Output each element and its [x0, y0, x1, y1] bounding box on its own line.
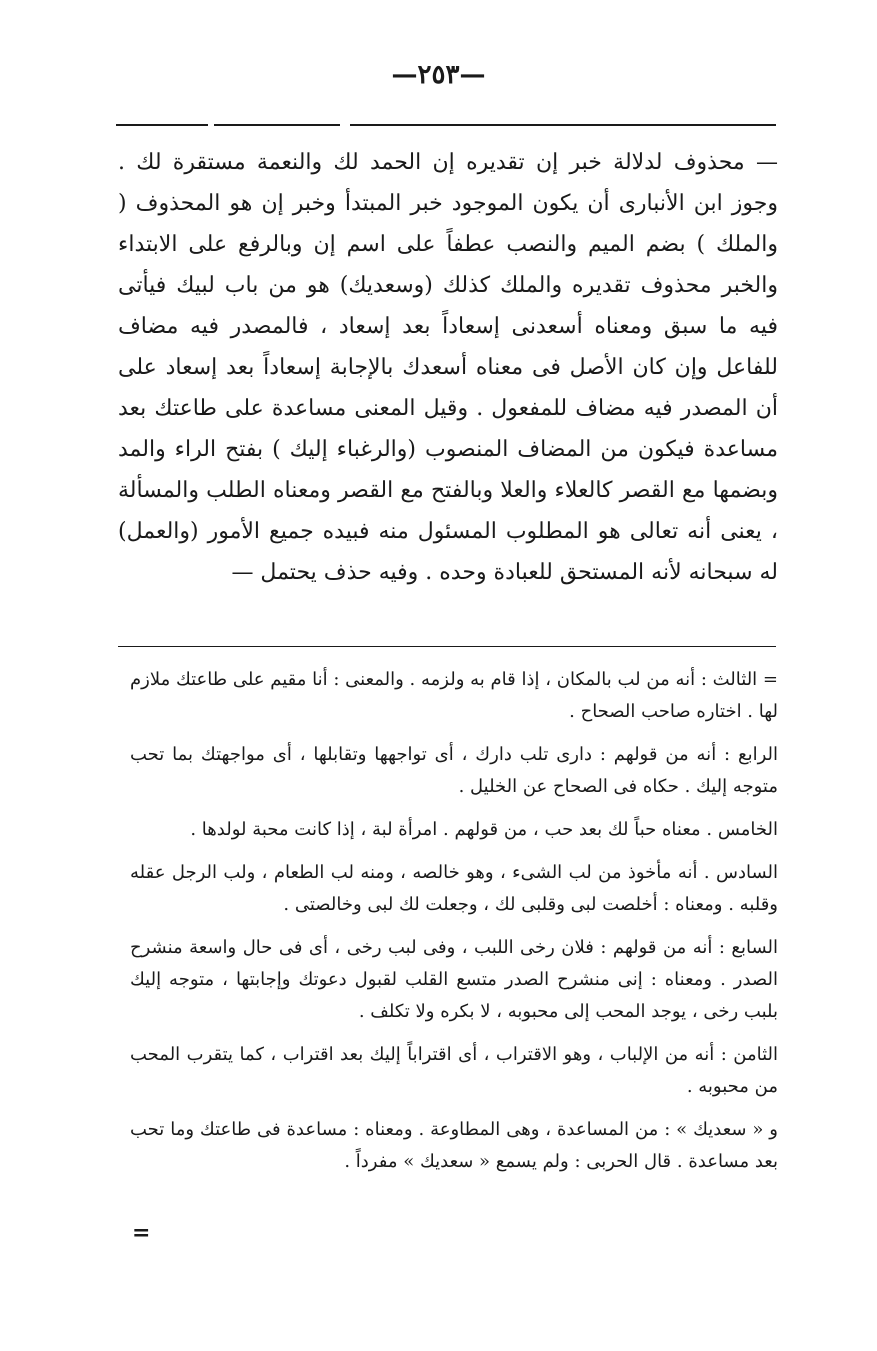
page-number: —٢٥٣— — [391, 60, 486, 90]
footnote-saadayk: و « سعديك » : من المساعدة ، وهى المطاوعة . ومعناه : مساعدة فى طاعتك وما تحب بعد مساعدة . قال الحربى : ولم يسمع « سعديك » مفرداً . — [130, 1119, 778, 1172]
footnote-divider — [118, 646, 776, 647]
main-commentary — [118, 142, 778, 593]
header-rule — [214, 124, 340, 126]
footnote-eighth: الثامن : أنه من الإلباب ، وهو الاقتراب ، أى اقتراباً إليك بعد اقتراب ، كما يتقرب المحب من محبوبه . — [130, 1044, 778, 1097]
footnote-fourth: الرابع : أنه من قولهم : دارى تلب دارك ، أى تواجهها وتقابلها ، أى مواجهتك بما تحب متوجه إليك . حكاه فى الصحاح عن الخليل . — [130, 744, 778, 797]
main-paragraph: — محذوف لدلالة خبر إن تقديره إن الحمد لك والنعمة مستقرة لك . وجوز ابن الأنبارى أن يكون الموجود خبر المبتدأ وخبر إن هو المحذوف ( والملك ) بضم الميم والنصب عطفاً على اسم إن وبالرفع على الابتداء والخبر محذوف تقديره والملك كذلك (وسعديك) هو من باب لبيك فيأتى فيه ما سبق ومعناه أسعدنى إسعاداً بعد إسعاد ، فالمصدر فيه مضاف للفاعل وإن كان الأصل فى معناه أسعدك بالإجابة إسعاداً بعد إسعاد على أن المصدر فيه مضاف للمفعول . وقيل المعنى مساعدة على طاعتك بعد مساعدة فيكون من المضاف المنصوب (والرغباء إليك ) بفتح الراء والمد وبضمها مع القصر كالعلاء والعلا وبالفتح مع القصر ومعناه الطلب والمسألة ، يعنى أنه تعالى هو المطلوب المسئول منه فبيده جميع الأمور (والعمل) له سبحانه لأنه المستحق للعبادة وحده . وفيه حذف يحتمل — — [118, 150, 778, 585]
footnote-seventh: السابع : أنه من قولهم : فلان رخى اللبب ، وفى لبب رخى ، أى فى حال واسعة منشرح الصدر . ومعناه : إنى منشرح الصدر متسع القلب لقبول دعوتك وإجابتها ، متوجه إليك بلبب رخى ، يوجد المحب إلى محبوبه ، لا بكره ولا تكلف . — [130, 937, 778, 1022]
footnote-fifth: الخامس . معناه حباً لك بعد حب ، من قولهم . امرأة لبة ، إذا كانت محبة لولدها . — [190, 819, 778, 840]
footnote-sixth: السادس . أنه مأخوذ من لب الشىء ، وهو خالصه ، ومنه لب الطعام ، ولب الرجل عقله وقلبه . ومعناه : أخلصت لبى وقلبى لك ، وجعلت لك لبى وخالصتى . — [130, 862, 778, 915]
continuation-mark: = — [132, 1220, 151, 1246]
footnotes — [130, 664, 778, 1178]
header-rule — [350, 124, 776, 126]
footnote-third: = الثالث : أنه من لب بالمكان ، إذا قام به ولزمه . والمعنى : أنا مقيم على طاعتك ملازم لها . اختاره صاحب الصحاح . — [130, 669, 778, 722]
header-rule — [116, 124, 208, 126]
